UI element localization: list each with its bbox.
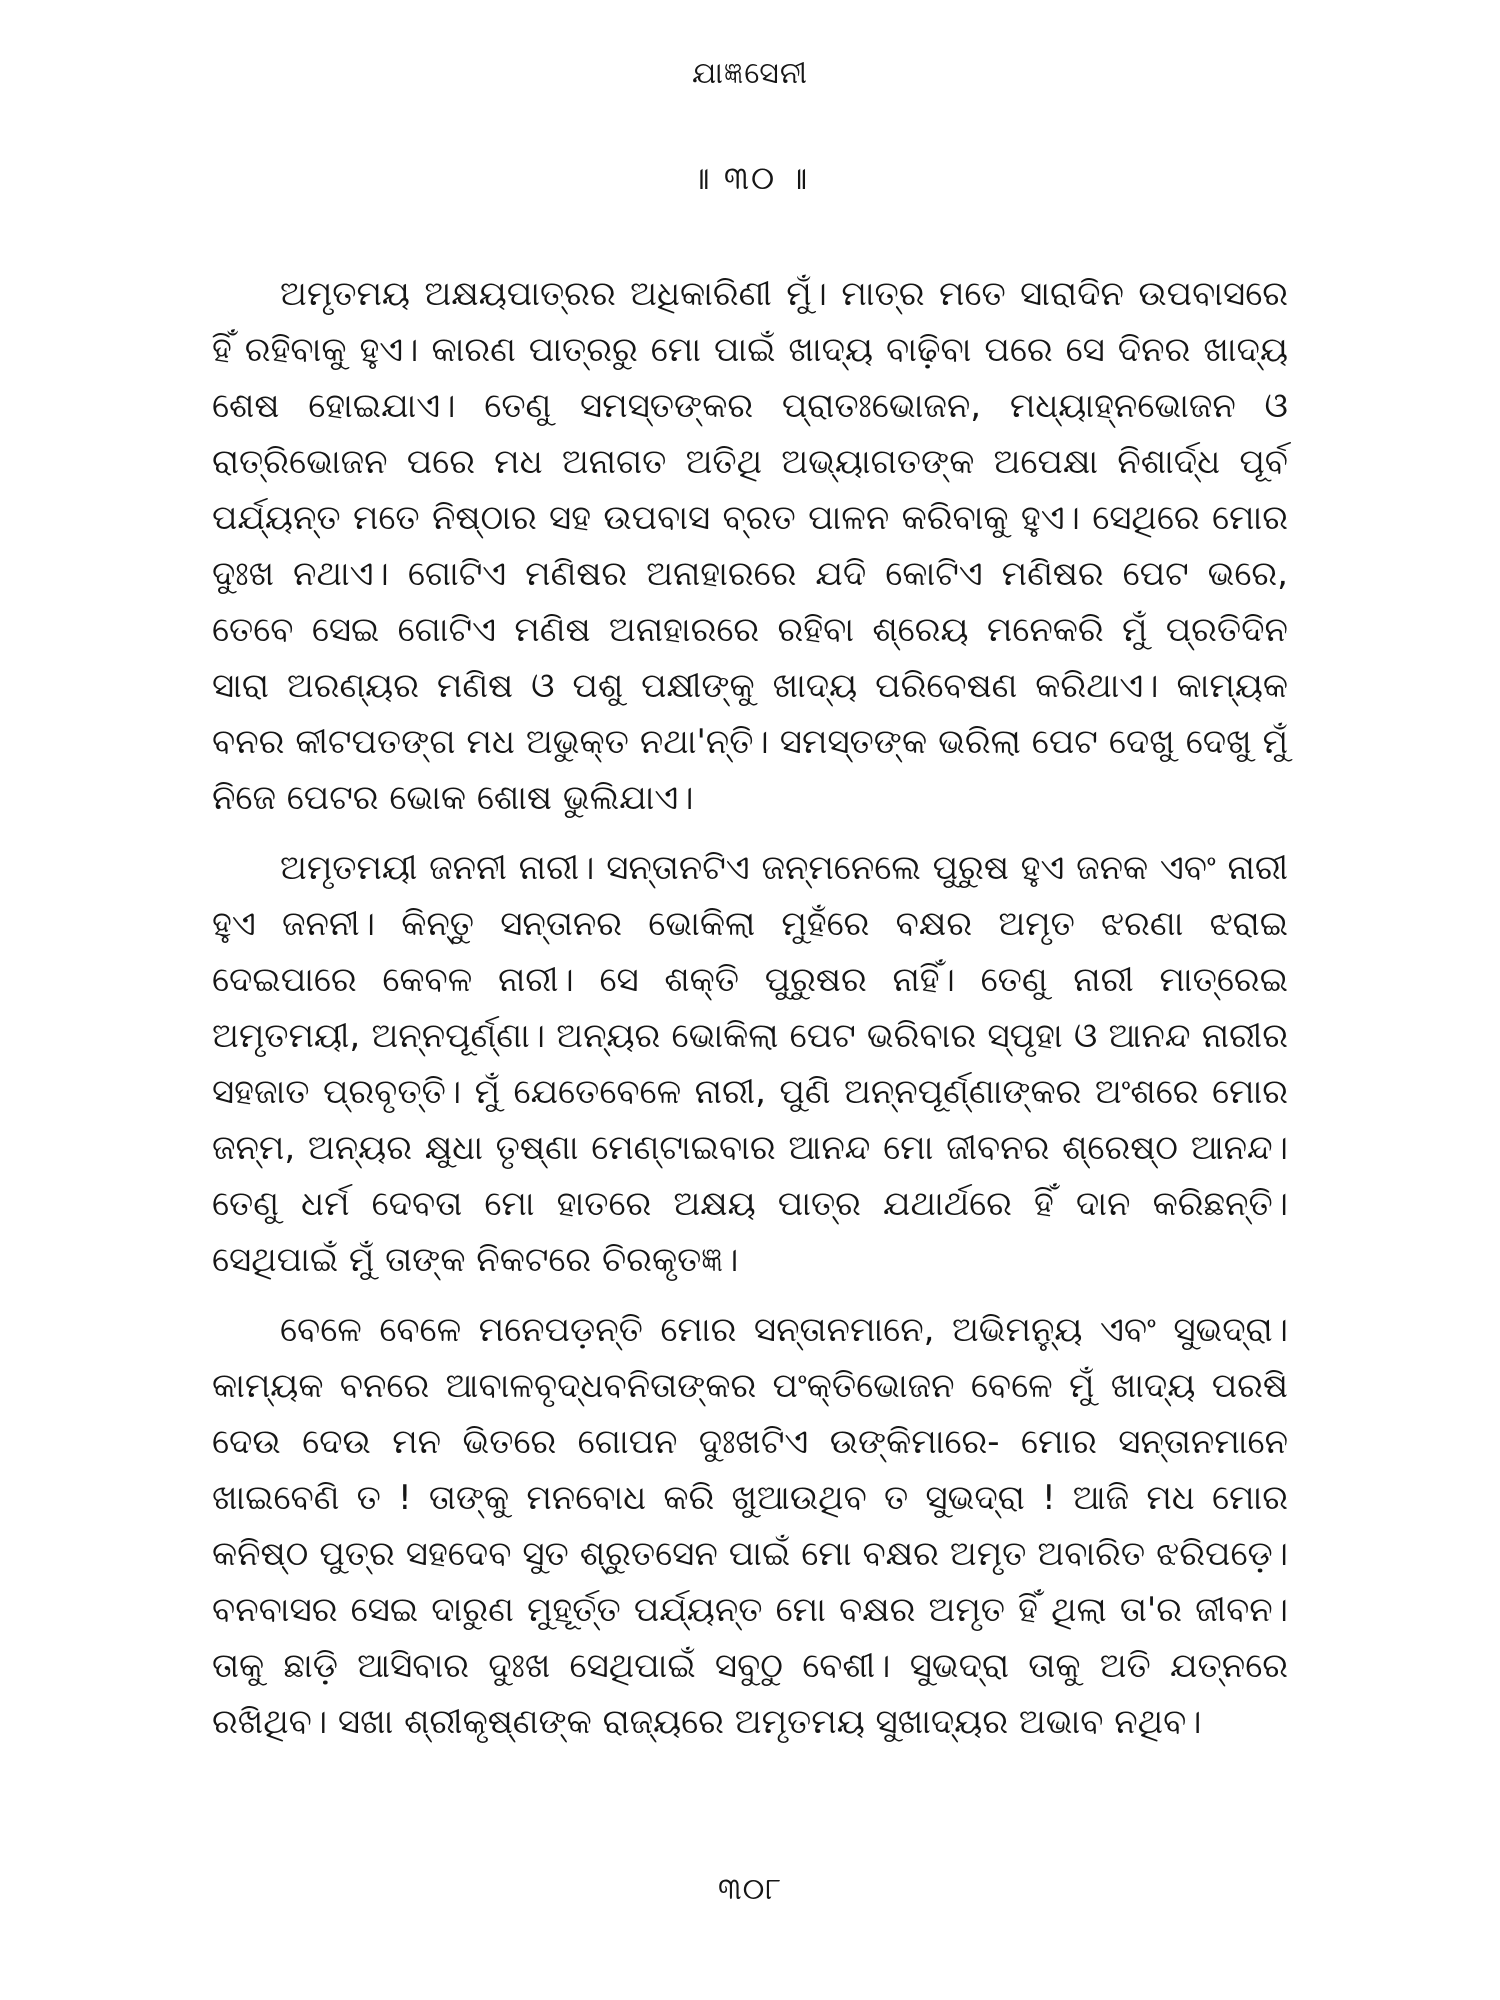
paragraph: ଅମୃତମୟୀ ଜନନୀ ନାରୀ। ସନ୍ତାନଟିଏ ଜନ୍ମନେଲେ ପୁରୁଷ ହୁଏ ଜନକ ଏବଂ ନାରୀ ହୁଏ ଜନନୀ। କିନ୍ତୁ ସନ୍ତାନର ଭୋକିଲା ମୁହଁରେ ବକ୍ଷର ଅମୃତ ଝରଣା ଝରାଇ ଦେଇପାରେ କେବଳ ନାରୀ। ସେ ଶକ୍ତି ପୁରୁଷର ନାହିଁ। ତେଣୁ ନାରୀ ମାତ୍ରେଇ ଅମୃତମୟୀ, ଅନ୍ନପୂର୍ଣ୍ଣା। ଅନ୍ୟର ଭୋକିଲା ପେଟ ଭରିବାର ସ୍ପୃହା ଓ ଆନନ୍ଦ ନାରୀର ସହଜାତ ପ୍ରବୃତ୍ତି। ମୁଁ ଯେତେବେଳେ ନାରୀ, ପୁଣି ଅନ୍ନପୂର୍ଣ୍ଣାଙ୍କର ଅଂଶରେ ମୋର ଜନ୍ମ, ଅନ୍ୟର କ୍ଷୁଧା ତୃଷ୍ଣା ମେଣ୍ଟାଇବାର ଆନନ୍ଦ ମୋ ଜୀବନର ଶ୍ରେଷ୍ଠ ଆନନ୍ଦ। ତେଣୁ ଧର୍ମ ଦେବତା ମୋ ହାତରେ ଅକ୍ଷୟ ପାତ୍ର ଯଥାର୍ଥରେ ହିଁ ଦାନ କରିଛନ୍ତି। ସେଥିପାଇଁ ମୁଁ ତାଙ୍କ ନିକଟରେ ଚିରକୃତଜ୍ଞ। bbox=[212, 848, 1288, 1280]
paragraph: ଅମୃତମୟ ଅକ୍ଷୟପାତ୍ରର ଅଧିକାରିଣୀ ମୁଁ। ମାତ୍ର ମତେ ସାରାଦିନ ଉପବାସରେ ହିଁ ରହିବାକୁ ହୁଏ। କାରଣ ପାତ୍ରରୁ ମୋ ପାଇଁ ଖାଦ୍ୟ ବାଢ଼ିବା ପରେ ସେ ଦିନର ଖାଦ୍ୟ ଶେଷ ହୋଇଯାଏ। ତେଣୁ ସମସ୍ତଙ୍କର ପ୍ରାତଃଭୋଜନ, ମଧ୍ୟାହ୍ନଭୋଜନ ଓ ରାତ୍ରିଭୋଜନ ପରେ ମଧ ଅନାଗତ ଅତିଥି ଅଭ୍ୟାଗତଙ୍କ ଅପେକ୍ଷା ନିଶାର୍ଦ୍ଧ ପୂର୍ବ ପର୍ଯ୍ୟନ୍ତ ମତେ ନିଷ୍ଠାର ସହ ଉପବାସ ବ୍ରତ ପାଳନ କରିବାକୁ ହୁଏ। ସେଥିରେ ମୋର ଦୁଃଖ ନଥାଏ। ଗୋଟିଏ ମଣିଷର ଅନାହାରରେ ଯଦି କୋଟିଏ ମଣିଷର ପେଟ ଭରେ, ତେବେ ସେଇ ଗୋଟିଏ ମଣିଷ ଅନାହାରରେ ରହିବା ଶ୍ରେୟ ମନେକରି ମୁଁ ପ୍ରତିଦିନ ସାରା ଅରଣ୍ୟର ମଣିଷ ଓ ପଶୁ ପକ୍ଷୀଙ୍କୁ ଖାଦ୍ୟ ପରିବେଷଣ କରିଥାଏ। କାମ୍ୟକ ବନର କୀଟପତଙ୍ଗ ମଧ ଅଭୁକ୍ତ ନଥା'ନ୍ତି। ସମସ୍ତଙ୍କ ଭରିଲା ପେଟ ଦେଖୁ ଦେଖୁ ମୁଁ ନିଜେ ପେଟର ଭୋକ ଶୋଷ ଭୁଲିଯାଏ। bbox=[212, 274, 1288, 818]
page-number: ୩୦୮ bbox=[718, 1872, 782, 1907]
paragraph: ବେଳେ ବେଳେ ମନେପଡ଼ନ୍ତି ମୋର ସନ୍ତାନମାନେ, ଅଭିମନ୍ୟୁ ଏବଂ ସୁଭଦ୍ରା। କାମ୍ୟକ ବନରେ ଆବାଳବୃଦ୍ଧବନିତାଙ୍କର ପଂକ୍ତିଭୋଜନ ବେଳେ ମୁଁ ଖାଦ୍ୟ ପରଷି ଦେଉ ଦେଉ ମନ ଭିତରେ ଗୋପନ ଦୁଃଖଟିଏ ଉଙ୍କିମାରେ- ମୋର ସନ୍ତାନମାନେ ଖାଇବେଣି ତ ! ତାଙ୍କୁ ମନବୋଧ କରି ଖୁଆଉଥିବ ତ ସୁଭଦ୍ରା ! ଆଜି ମଧ ମୋର କନିଷ୍ଠ ପୁତ୍ର ସହଦେବ ସୁତ ଶ୍ରୁତସେନ ପାଇଁ ମୋ ବକ୍ଷର ଅମୃତ ଅବାରିତ ଝରିପଡ଼େ। ବନବାସର ସେଇ ଦାରୁଣ ମୁହୂର୍ତ୍ତ ପର୍ଯ୍ୟନ୍ତ ମୋ ବକ୍ଷର ଅମୃତ ହିଁ ଥିଲା ତା'ର ଜୀବନ। ତାକୁ ଛାଡ଼ି ଆସିବାର ଦୁଃଖ ସେଥିପାଇଁ ସବୁଠୁ ବେଶୀ। ସୁଭଦ୍ରା ତାକୁ ଅତି ଯତ୍ନରେ ରଖିଥିବ। ସଖା ଶ୍ରୀକୃଷ୍ଣଙ୍କ ରାଜ୍ୟରେ ଅମୃତମୟ ସୁଖାଦ୍ୟର ଅଭାବ ନଥିବ। bbox=[212, 1310, 1288, 1742]
running-header: ଯାଜ୍ଞସେନୀ bbox=[691, 56, 809, 91]
body-text bbox=[212, 266, 1288, 1750]
chapter-number: ॥ ୩୦ ॥ bbox=[690, 159, 810, 197]
